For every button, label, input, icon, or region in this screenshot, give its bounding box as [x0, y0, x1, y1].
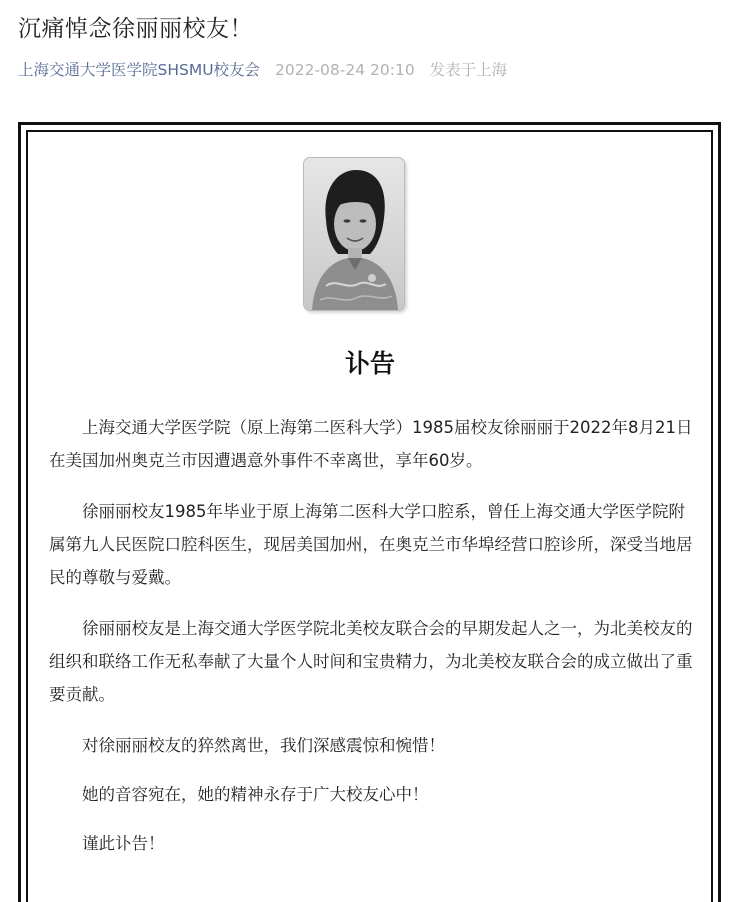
obituary-paragraph: 上海交通大学医学院（原上海第二医科大学）1985届校友徐丽丽于2022年8月21日在美国加州奥克兰市因遭遇意外事件不幸离世，享年60岁。 [49, 418, 693, 470]
article-title: 沉痛悼念徐丽丽校友！ [18, 16, 253, 42]
publish-location: 发表于上海 [429, 61, 508, 79]
obituary-paragraph: 徐丽丽校友1985年毕业于原上海第二医科大学口腔系，曾任上海交通大学医学院附属第九人民医院口腔科医生，现居美国加州，在奥克兰市华埠经营口腔诊所，深受当地居民的尊敬与爱戴。 [49, 502, 693, 587]
memorial-portrait [304, 158, 404, 310]
obituary-paragraph: 徐丽丽校友是上海交通大学医学院北美校友联合会的早期发起人之一，为北美校友的组织和联络工作无私奉献了大量个人时间和宝贵精力，为北美校友联合会的成立做出了重要贡献。 [49, 619, 693, 704]
account-name-link[interactable]: 上海交通大学医学院SHSMU校友会 [18, 61, 261, 79]
obituary-paragraph: 对徐丽丽校友的猝然离世，我们深感震惊和惋惜！ [82, 736, 445, 755]
obituary-paragraph: 谨此讣告！ [82, 834, 165, 853]
publish-date: 2022-08-24 20:10 [275, 61, 415, 79]
obituary-heading: 讣告 [344, 349, 395, 378]
article-meta [18, 58, 507, 80]
obituary-paragraph: 她的音容宛在，她的精神永存于广大校友心中！ [82, 785, 429, 804]
